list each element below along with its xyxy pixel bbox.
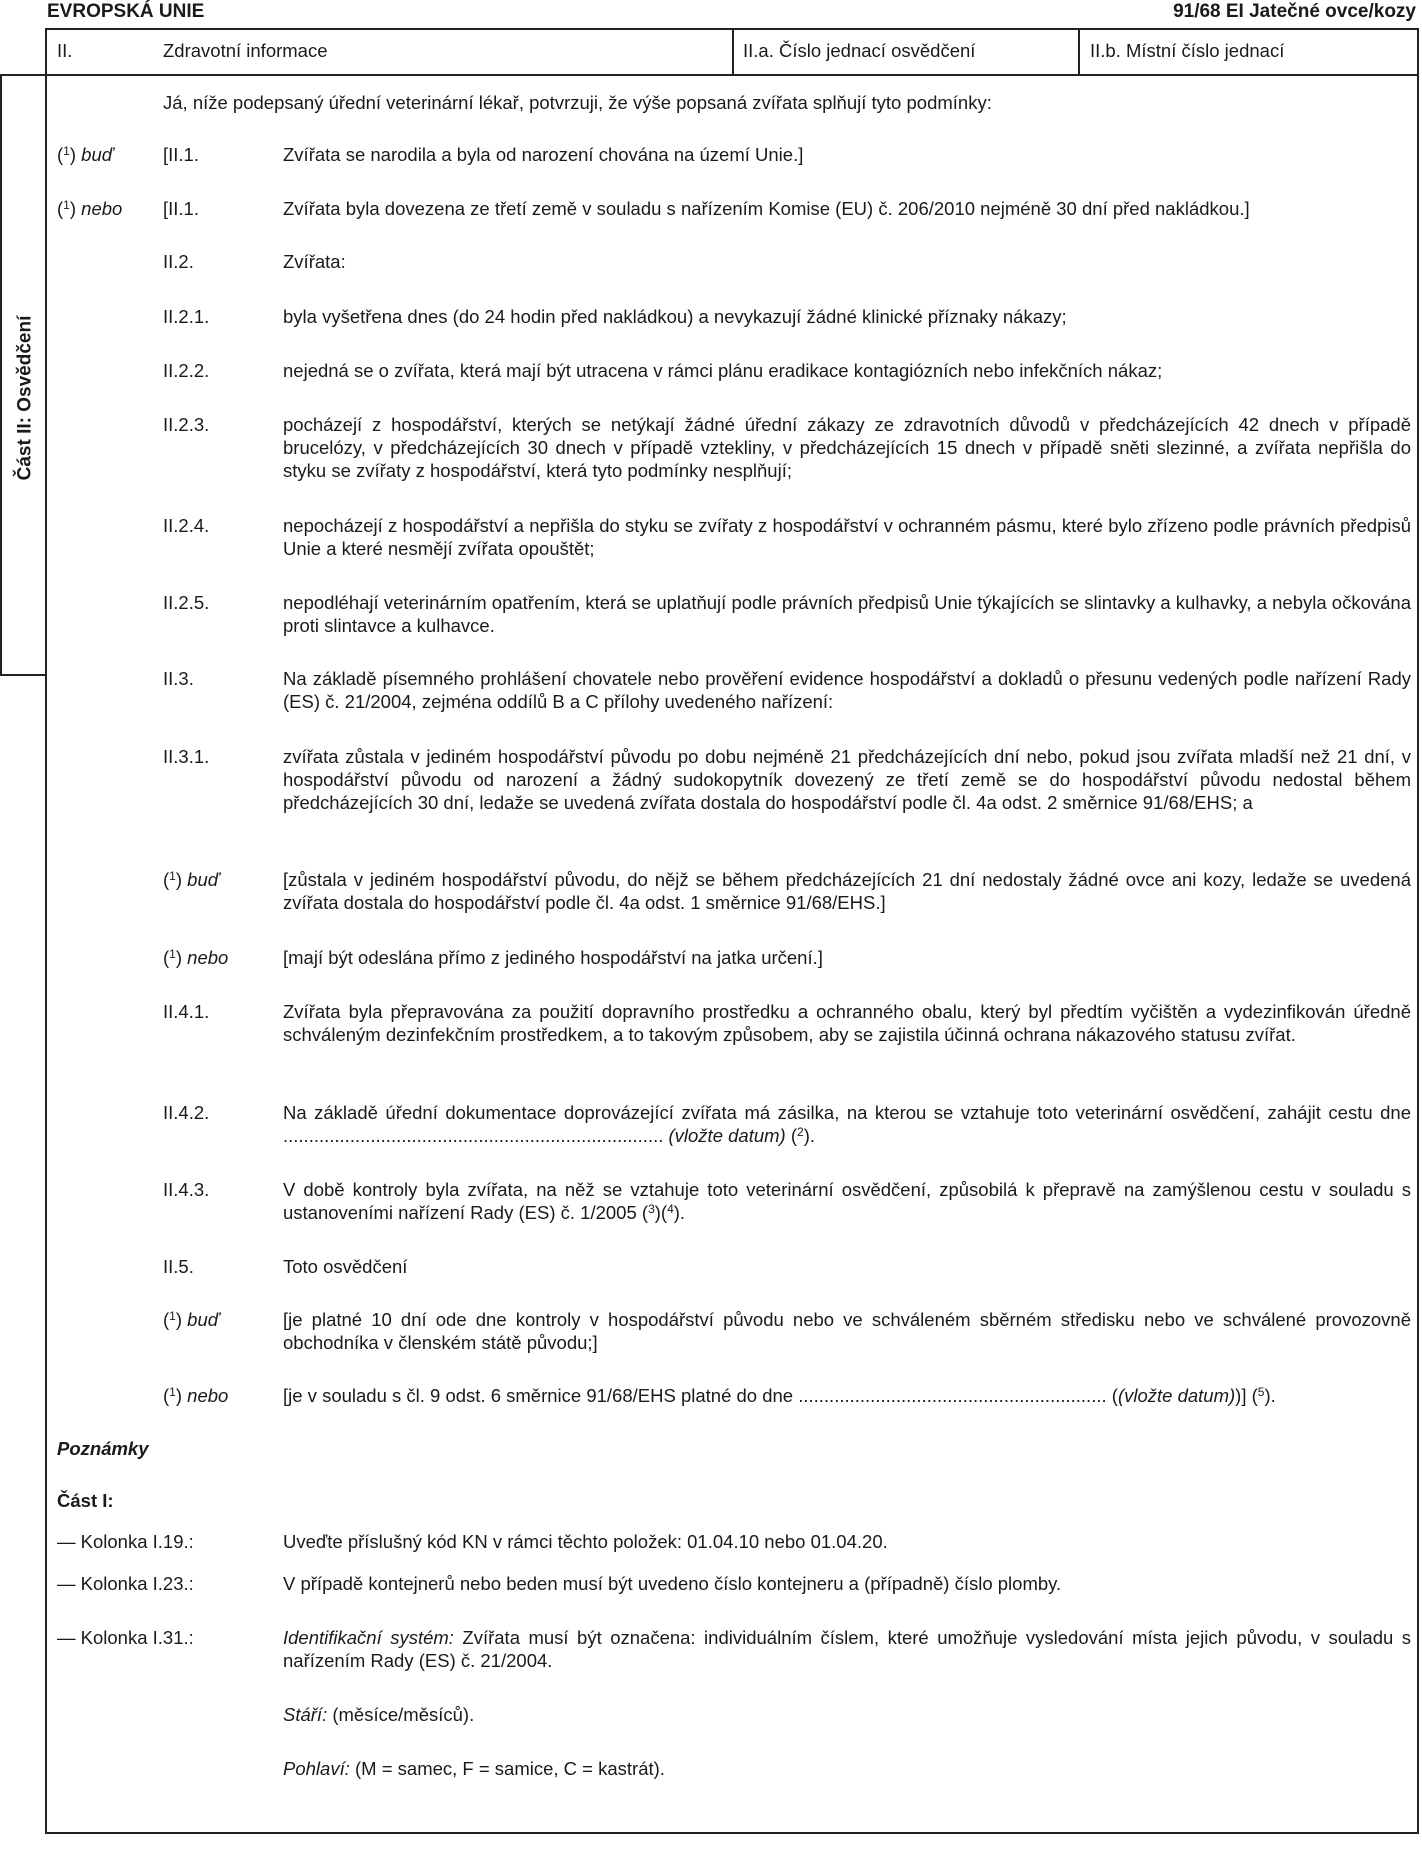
- row-ref: II.2.4.: [163, 515, 210, 536]
- option-or: ($^1$) nebo: [57, 198, 123, 219]
- intro-text: Já, níže podepsaný úřední veterinární lékař, potvrzuji, že výše popsaná zvířata splňují tyto podmínky:: [163, 92, 992, 113]
- notes-title: Poznámky: [57, 1438, 149, 1459]
- option-either: ($^1$) buď: [163, 869, 220, 890]
- row-text: Zvířata se narodila a byla od narození chována na území Unie.]: [283, 144, 804, 165]
- notes-part: Část I:: [57, 1490, 114, 1511]
- col-divider-a: [732, 28, 734, 75]
- row-ref: II.3.: [163, 668, 194, 689]
- date-blank[interactable]: ............................................................: [798, 1385, 1107, 1406]
- row-text: byla vyšetřena dnes (do 24 hodin před nakládkou) a nevykazují žádné klinické příznaky nákazy;: [283, 306, 1067, 327]
- row-text: nepodléhají veterinárním opatřením, která se uplatňují podle právních předpisů Unie týkajících se slintavky a kulhavky, a nebyla očkována proti slintavce a kulhavce.: [283, 592, 1411, 636]
- row-text: Zvířata byla dovezena ze třetí země v souladu s nařízením Komise (EU) č. 206/2010 nejméně 30 dní před nakládkou.]: [283, 198, 1250, 219]
- note-sex: Pohlaví: (M = samec, F = samice, C = kastrát).: [283, 1758, 665, 1779]
- note-label: — Kolonka I.19.:: [57, 1531, 194, 1552]
- row-text: Zvířata byla přepravována za použití dopravního prostředku a ochranného obalu, který byl předtím vyčištěn a vydezinfikován úředně schváleným dezinfekčním prostředkem, a to takovým způsobem, aby se zajistila účinná ochrana nákazového statusu zvířat.: [283, 1001, 1411, 1045]
- option-or: ($^1$) nebo: [163, 1385, 229, 1406]
- header-left: EVROPSKÁ UNIE: [47, 1, 205, 22]
- side-box-left: [0, 74, 2, 676]
- row-ref: II.3.1.: [163, 746, 210, 767]
- row-text: [zůstala v jediném hospodářství původu, do nějž se během předcházejících 21 dní nedostaly žádné ovce ani kozy, ledaže se uvedená zvířata dostala do hospodářství podle čl. 4a odst. 1 směrnice 91/68/EHS.]: [283, 869, 1411, 913]
- option-either: ($^1$) buď: [163, 1309, 220, 1330]
- page-frame: [45, 28, 1419, 1834]
- col-divider-b: [1078, 28, 1080, 75]
- row-ref: II.4.1.: [163, 1001, 210, 1022]
- side-box-bottom: [0, 674, 47, 676]
- note-text: V případě kontejnerů nebo beden musí být uvedeno číslo kontejneru a (případně) číslo plomby.: [283, 1573, 1062, 1594]
- header-right: 91/68 EI Jatečné ovce/kozy: [1173, 1, 1416, 22]
- side-box-right: [45, 74, 47, 676]
- note-label: — Kolonka I.23.:: [57, 1573, 194, 1594]
- row-text: zvířata zůstala v jediném hospodářství původu po dobu nejméně 21 předcházejících dní nebo, pokud jsou zvířata mladší než 21 dní, v hospodářství původu od narození a žádný sudokopytník dovezený ze třetí země se do hospodářství původu nedostal během předcházejících 30 dní, ledaže se uvedená zvířata dostala do hospodářství podle čl. 4a odst. 2 směrnice 91/68/EHS; a: [283, 746, 1411, 813]
- note-age: Stáří: (měsíce/měsíců).: [283, 1704, 475, 1725]
- row-text: [je platné 10 dní ode dne kontroly v hospodářství původu nebo ve schváleném sběrném středisku nebo ve schválené provozovně obchodníka v členském státě původu;]: [283, 1309, 1411, 1353]
- row-ref: II.4.3.: [163, 1179, 210, 1200]
- row-text: pocházejí z hospodářství, kterých se netýkají žádné úřední zákazy ze zdravotních důvodů v předcházejících 42 dnech v případě brucelózy, v předcházejících 30 dnech v případě vztekliny, v předcházejících 15 dnech v případě sněti slezinné, a zvířata nepřišla do styku se zvířaty z hospodářství, která tyto podmínky nesplňují;: [283, 414, 1411, 481]
- row-ref: II.5.: [163, 1256, 194, 1277]
- row-ref: II.2.: [163, 251, 194, 272]
- local-reference-label: II.b. Místní číslo jednací: [1090, 40, 1285, 61]
- row-text: Zvířata:: [283, 251, 346, 272]
- row-ref: II.2.2.: [163, 360, 210, 381]
- reference-number-label: II.a. Číslo jednací osvědčení: [743, 40, 976, 61]
- note-text: Identifikační systém: Zvířata musí být označena: individuálním číslem, které umožňuje vysledování místa jejich původu, v souladu s nařízením Rady (ES) č. 21/2004.: [283, 1627, 1412, 1671]
- row-text: [mají být odeslána přímo z jediného hospodářství na jatka určení.]: [283, 947, 823, 968]
- row-ref: II.2.3.: [163, 414, 210, 435]
- row-text: Na základě písemného prohlášení chovatele nebo prověření evidence hospodářství a dokladů o přesunu vedených podle nařízení Rady (ES) č. 21/2004, zejména oddílů B a C přílohy uvedeného nařízení:: [283, 668, 1411, 712]
- row-text: nejedná se o zvířata, která mají být utracena v rámci plánu eradikace kontagiózních nebo infekčních nákaz;: [283, 360, 1163, 381]
- row-ref: II.4.2.: [163, 1102, 210, 1123]
- side-label: Část II: Osvědčení: [14, 315, 36, 481]
- row-text: Toto osvědčení: [283, 1256, 408, 1277]
- row-text: [je v souladu s čl. 9 odst. 6 směrnice 91/68/EHS platné do dne ............................................................ ((vložte datum))] ($^5$).: [283, 1385, 1276, 1406]
- option-or: ($^1$) nebo: [163, 947, 229, 968]
- option-either: ($^1$) buď: [57, 144, 114, 165]
- row-text: V době kontroly byla zvířata, na něž se vztahuje toto veterinární osvědčení, způsobilá k přepravě na zamýšlenou cestu v souladu s ustanoveními nařízení Rady (ES) č. 1/2005 ($^3$)($^4$).: [283, 1179, 1411, 1223]
- row-ref: [II.1.: [163, 144, 199, 165]
- date-blank[interactable]: ..........................................................................: [283, 1125, 664, 1146]
- section-number: II.: [57, 40, 73, 61]
- row-text: Na základě úřední dokumentace doprovázející zvířata má zásilka, na kterou se vztahuje toto veterinární osvědčení, zahájit cestu dne .......................................................................... (vložte datum) ($^2$).: [283, 1102, 1411, 1146]
- row-ref: [II.1.: [163, 198, 199, 219]
- note-text: Uveďte příslušný kód KN v rámci těchto položek: 01.04.10 nebo 01.04.20.: [283, 1531, 888, 1552]
- note-label: — Kolonka I.31.:: [57, 1627, 194, 1648]
- side-box-top: [0, 74, 47, 76]
- row-ref: II.2.5.: [163, 592, 210, 613]
- section-title: Zdravotní informace: [163, 40, 328, 61]
- row-text: nepocházejí z hospodářství a nepřišla do styku se zvířaty z hospodářství v ochranném pásmu, které bylo zřízeno podle právních předpisů Unie a které nesmějí zvířata opouštět;: [283, 515, 1411, 559]
- row-ref: II.2.1.: [163, 306, 210, 327]
